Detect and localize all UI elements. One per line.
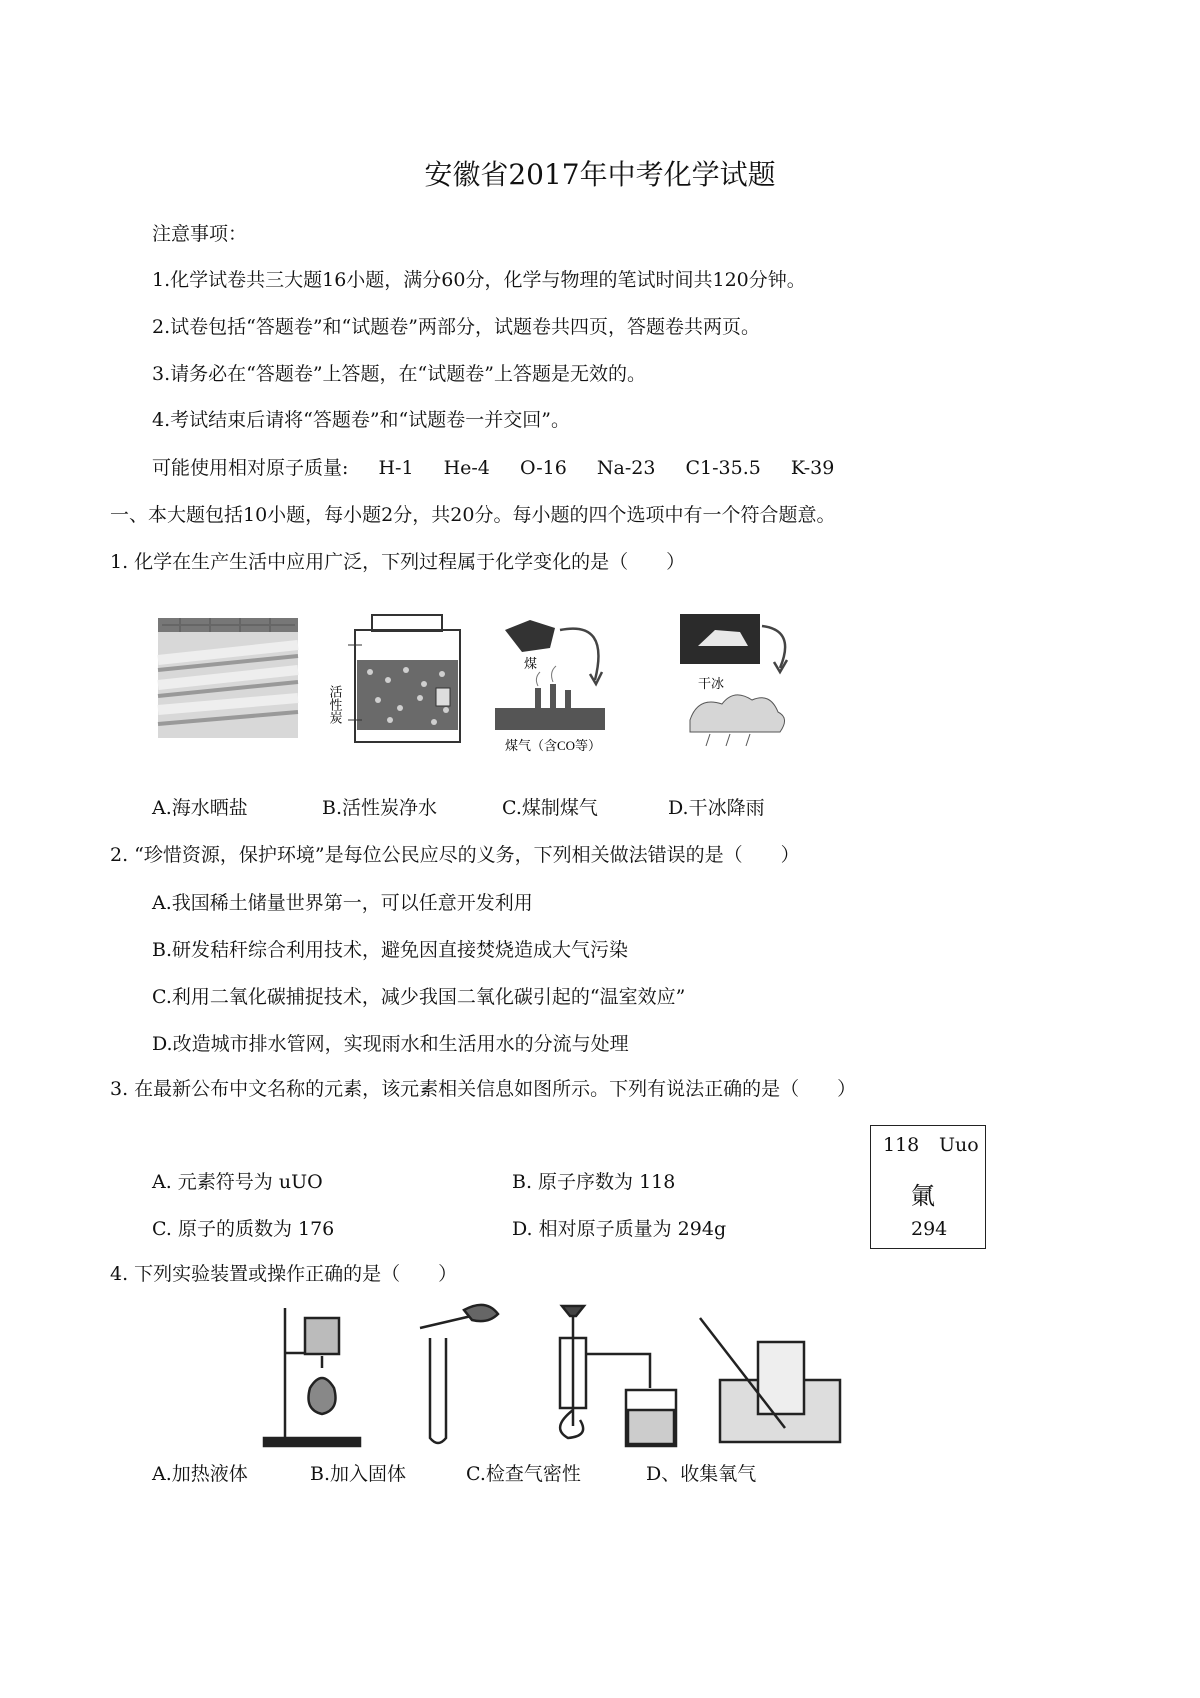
question-4-option-c: C.检查气密性 [466, 1463, 581, 1485]
atomic-masses-label: 可能使用相对原子质量: [152, 457, 349, 479]
question-4-option-d: D、收集氧气 [646, 1463, 757, 1485]
atomic-mass: Na-23 [596, 457, 656, 479]
section-heading: 一、本大题包括10小题，每小题2分，共20分。每小题的四个选项中有一个符合题意。 [110, 504, 836, 526]
question-3-option-a: A. 元素符号为 uUO [152, 1171, 323, 1193]
atomic-mass: K-39 [790, 457, 835, 479]
question-2-option-a: A.我国稀土储量世界第一，可以任意开发利用 [152, 892, 533, 914]
question-4-figure [250, 1298, 860, 1458]
oxygen-collection-apparatus [700, 1318, 840, 1442]
question-1-figure [150, 600, 840, 770]
question-3-option-b: B. 原子序数为 118 [512, 1171, 676, 1193]
element-atomic-mass: 294 [911, 1218, 948, 1240]
element-symbol: Uuo [939, 1134, 979, 1156]
carbon-filter-image [348, 615, 460, 742]
question-4-option-b: B.加入固体 [310, 1463, 407, 1485]
atomic-mass: He-4 [443, 457, 490, 479]
coal-gas-label: 煤气（含CO等） [505, 738, 602, 753]
note-item: 4.考试结束后请将“答题卷”和“试题卷一并交回”。 [152, 409, 570, 431]
question-2-option-c: C.利用二氧化碳捕捉技术，减少我国二氧化碳引起的“温室效应” [152, 986, 686, 1008]
dry-ice-label: 干冰 [698, 676, 725, 691]
question-2-stem: 2. “珍惜资源，保护环境”是每位公民应尽的义务，下列相关做法错误的是（ ） [110, 844, 800, 866]
atomic-masses-line [152, 456, 858, 480]
question-2-option-d: D.改造城市排水管网，实现雨水和生活用水的分流与处理 [152, 1033, 629, 1055]
airtightness-apparatus [560, 1306, 676, 1446]
atomic-mass: O-16 [519, 457, 567, 479]
element-atomic-number: 118 [883, 1134, 920, 1156]
question-4-stem: 4. 下列实验装置或操作正确的是（ ） [110, 1263, 458, 1285]
coal-gas-image [495, 620, 605, 730]
notes-heading: 注意事项： [152, 223, 248, 245]
activated-carbon-label: 活性炭 [327, 685, 343, 724]
question-1-option-c: C.煤制煤气 [502, 797, 598, 819]
element-info-card [870, 1125, 986, 1249]
question-4-option-a: A.加热液体 [152, 1463, 248, 1485]
question-1-option-b: B.活性炭净水 [322, 797, 438, 819]
page-title: 安徽省2017年中考化学试题 [424, 158, 776, 191]
note-item: 3.请务必在“答题卷”上答题，在“试题卷”上答题是无效的。 [152, 363, 646, 385]
question-1-stem: 1. 化学在生产生活中应用广泛，下列过程属于化学变化的是（ ） [110, 551, 686, 573]
dry-ice-image [680, 614, 787, 746]
question-3-option-c: C. 原子的质数为 176 [152, 1218, 335, 1240]
salt-pan-image [158, 618, 298, 738]
question-2-option-b: B.研发秸秆综合利用技术，避免因直接焚烧造成大气污染 [152, 939, 629, 961]
question-1-option-a: A.海水晒盐 [152, 797, 248, 819]
atomic-mass: H-1 [378, 457, 414, 479]
heating-liquid-apparatus [264, 1308, 360, 1446]
coal-label: 煤 [524, 656, 538, 671]
element-chinese-name: 氭 [911, 1182, 935, 1210]
note-item: 1.化学试卷共三大题16小题，满分60分，化学与物理的笔试时间共120分钟。 [152, 269, 806, 291]
question-3-stem: 3. 在最新公布中文名称的元素，该元素相关信息如图所示。下列有说法正确的是（ ） [110, 1078, 857, 1100]
note-item: 2.试卷包括“答题卷”和“试题卷”两部分，试题卷共四页，答题卷共两页。 [152, 316, 760, 338]
adding-solid-apparatus [420, 1305, 498, 1443]
question-3-option-d: D. 相对原子质量为 294g [512, 1218, 727, 1240]
question-1-option-d: D.干冰降雨 [668, 797, 765, 819]
atomic-mass: C1-35.5 [685, 457, 761, 479]
